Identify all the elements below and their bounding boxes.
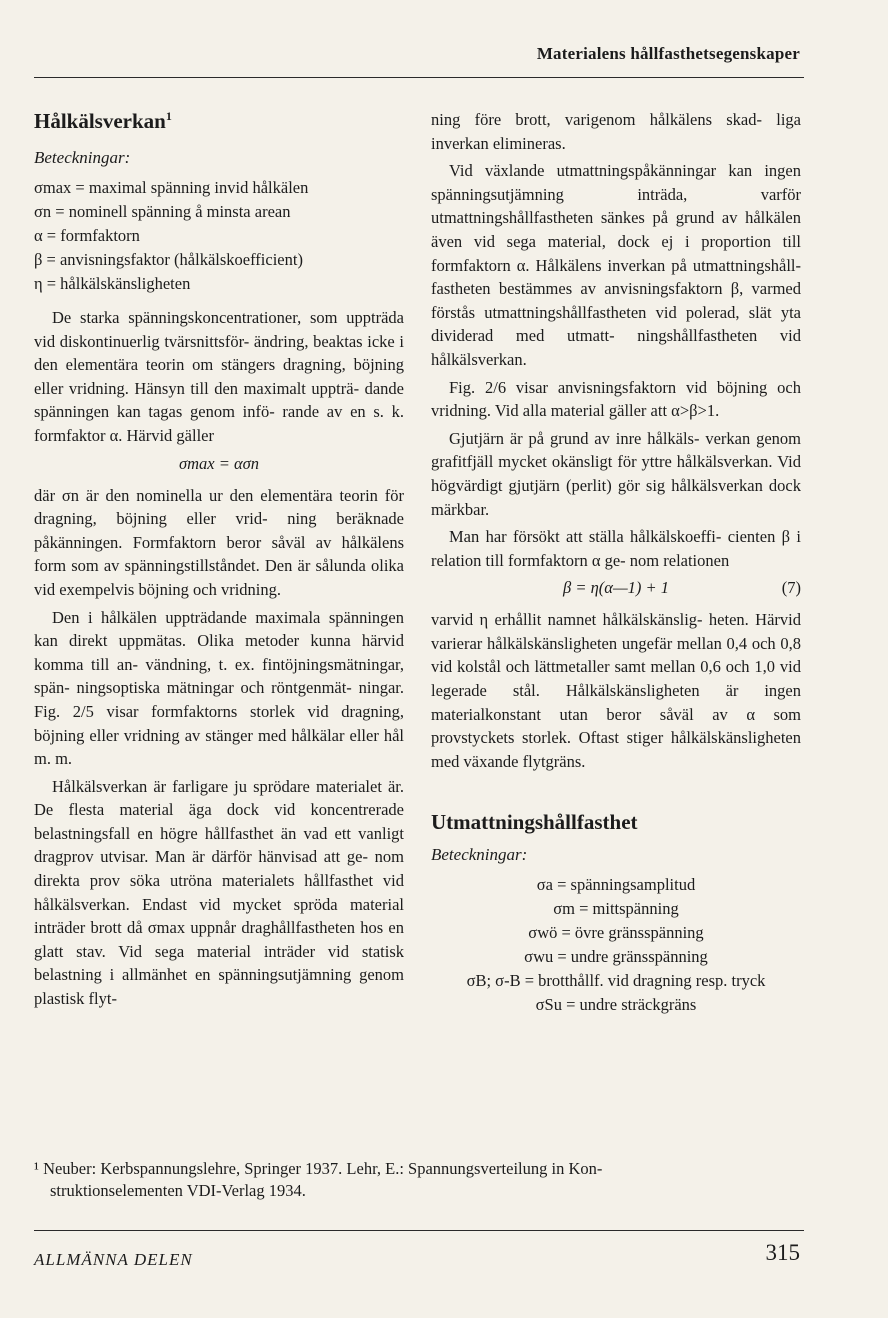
notation-item: σmax = maximal spänning invid hålkälen bbox=[34, 178, 309, 197]
footnote bbox=[34, 1158, 804, 1202]
footnote-line: ¹ Neuber: Kerbspannungslehre, Springer 1937. Lehr, E.: Spannungsverteilung in Kon- bbox=[34, 1159, 603, 1178]
footnote-marker: 1 bbox=[165, 109, 172, 123]
notation-item: σwu = undre gränsspänning bbox=[524, 947, 708, 967]
page-number: 315 bbox=[765, 1240, 800, 1265]
notation-item: σSu = undre sträckgräns bbox=[535, 995, 697, 1015]
notation-item: α = formfaktorn bbox=[34, 226, 140, 245]
notation-item: σa = spänningsamplitud bbox=[536, 875, 696, 895]
paragraph: Hålkälsverkan är farligare ju sprödare materialet är. De flesta material äga dock vid koncentrerade belastningsfall en högre hållfasthet än vad ett vanligt dragprov utvisar. Man är därför hänvisad att ge- nom direkta prov söka utröna materialets hållfasthet vid hålkälsverkan. Endast vid mycket spröda material inträder brott då σmax uppnår draghållfastheten hos en glatt stav. Vid sega material inträder vid statisk belastning i allmänhet en spänningsutjämning genom plastisk flyt- bbox=[34, 776, 404, 1009]
formula-7 bbox=[431, 576, 801, 600]
notation-list bbox=[431, 873, 801, 1017]
notation-item: η = hålkälskänsligheten bbox=[34, 274, 191, 293]
footer-rule bbox=[34, 1230, 804, 1231]
section-title-text: Hålkälsverkan bbox=[34, 109, 166, 133]
paragraph: Gjutjärn är på grund av inre hålkäls- verkan genom grafitfjäll mycket okänsligt för yttre hålkälsverkan. Vid högvärdigt gjutjärn (perlit) gör sig hålkälsverkan dock märkbar. bbox=[431, 428, 801, 519]
footer-section-label: ALLMÄNNA DELEN bbox=[34, 1250, 193, 1269]
paragraph: Vid växlande utmattningspåkänningar kan ingen spänningsutjämning inträda, varför utmattningshållfastheten sänkes på grund av hålkälen även vid sega material, dock ej i proportion till formfaktorn α. Hålkälens inverkan på utmattningshåll- fastheten bestämmes av anvisningsfaktorn β, varmed förstås utmattningshållfastheten vid polerad, slät yta dividerad med utmatt- ningshållfastheten vid hålkälsverkan. bbox=[431, 161, 801, 369]
section-title-halkalsverkan bbox=[34, 108, 404, 134]
notation-item: σm = mittspänning bbox=[553, 899, 679, 919]
footnote-line: struktionselementen VDI-Verlag 1934. bbox=[50, 1181, 306, 1200]
notation-item: σwö = övre gränsspänning bbox=[528, 923, 704, 943]
header-rule bbox=[34, 77, 804, 78]
notation-list bbox=[34, 176, 404, 296]
notation-subtitle: Beteckningar: bbox=[34, 148, 131, 167]
paragraph: ning före brott, varigenom hålkälens skad- liga inverkan elimineras. bbox=[431, 110, 801, 153]
notation-item: σn = nominell spänning å minsta arean bbox=[34, 202, 291, 221]
paragraph: De starka spänningskoncentrationer, som uppträda vid diskontinuerlig tvärsnittsför- ändring, beaktas icke i den elementära teorin om stängers dragning, böjning eller vridning. Hänsyn till den maximalt uppträ- dande spänningen kan tagas genom infö- rande av en s. k. formfaktor α. Härvid gäller bbox=[34, 308, 404, 445]
paragraph: Den i hålkälen uppträdande maximala spänningen kan direkt uppmätas. Olika metoder kunna härvid komma till an- vändning, t. ex. fintöjningsmätningar, spän- ningsoptiska mätningar och röntgenmät- ningar. Fig. 2/5 visar formfaktorns storlek vid dragning, böjning eller vridning av stänger med hålkälar eller hål m. m. bbox=[34, 607, 404, 769]
paragraph: Man har försökt att ställa hålkälskoeffi- cienten β i relation till formfaktorn α ge- nom relationen bbox=[431, 527, 801, 570]
notation-subtitle: Beteckningar: bbox=[431, 845, 528, 865]
right-column bbox=[431, 108, 801, 1027]
notation-item: σB; σ-B = brotthållf. vid dragning resp. tryck bbox=[466, 971, 766, 991]
left-column bbox=[34, 108, 404, 1015]
paragraph: Fig. 2/6 visar anvisningsfaktorn vid böjning och vridning. Vid alla material gäller att α>β>1. bbox=[431, 377, 801, 421]
running-head: Materialens hållfasthetsegenskaper bbox=[536, 44, 800, 63]
notation-item: β = anvisningsfaktor (hålkälskoefficient) bbox=[34, 250, 303, 269]
formula: σmax = ασn bbox=[178, 453, 260, 473]
paragraph: där σn är den nominella ur den elementära teorin för dragning, böjning eller vrid- ning beräknade påkänningen. Formfaktorn beror såväl av hålkälens form som av spänningstillståndet. Den är sålunda olika vid exempelvis böjning och vridning. bbox=[34, 485, 404, 599]
paragraph: varvid η erhållit namnet hålkälskänslig- heten. Härvid varierar hålkälskänsligheten ungefär mellan 0,4 och 0,8 vid kolstål och lättmetaller samt mellan 0,6 och 1,0 vid legerade stål. Hålkälskänsligheten är ingen materialkonstant utan beror såväl av α som provstyckets storlek. Oftast stiger hålkälskänsligheten med växande flytgräns. bbox=[431, 610, 801, 771]
section-title-utmattningshallfasthet: Utmattningshållfasthet bbox=[431, 810, 638, 835]
equation-number: (7) bbox=[781, 578, 801, 598]
formula-text: β = η(α—1) + 1 bbox=[563, 578, 669, 598]
